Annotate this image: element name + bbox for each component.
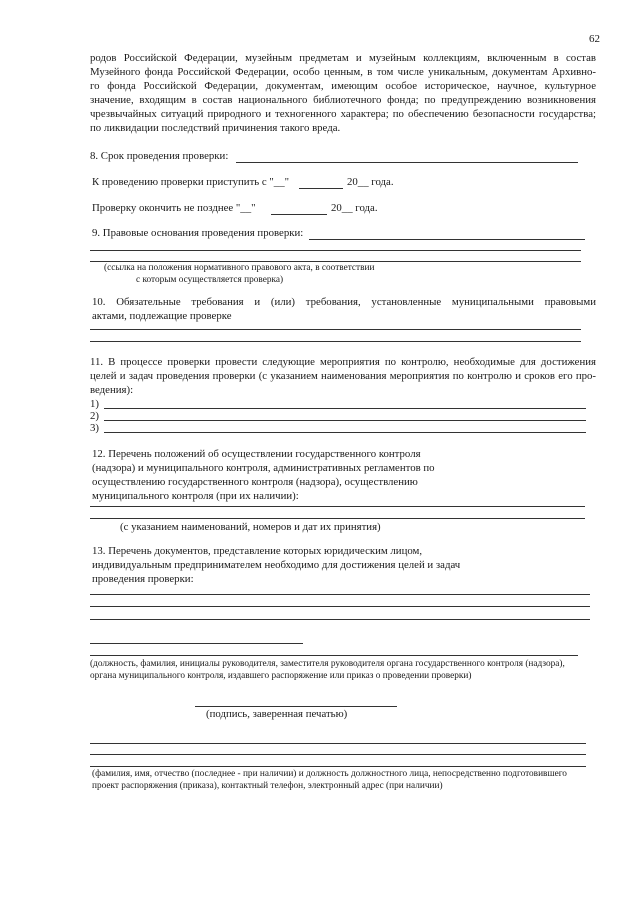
signature-note: (подпись, заверенная печатью) [206, 708, 348, 720]
item11-entry-number: 1) [90, 398, 99, 410]
item12-field[interactable] [90, 518, 585, 519]
item11-entry-number: 2) [90, 410, 99, 422]
official-note: проект распоряжения (приказа), контактный телефон, электронный адрес (при наличии) [92, 781, 443, 791]
item11-entry-field[interactable] [104, 432, 586, 433]
item9-field[interactable] [309, 239, 585, 240]
item9-label: 9. Правовые основания проведения проверки: [92, 227, 304, 239]
intro-line: значение, входящим в состав национального библиотечного фонда; по предупреждению возникновения [90, 94, 596, 106]
item11-entry-field[interactable] [104, 420, 586, 421]
item8-end-month-field[interactable] [271, 214, 327, 215]
item11-text: ведения): [90, 384, 134, 396]
intro-line: чрезвычайных ситуаций природного и техногенного характера; по обеспечению безопасности государства; [90, 108, 596, 120]
official-field[interactable] [90, 766, 586, 767]
item12-note: (с указанием наименований, номеров и дат их принятия) [120, 521, 381, 533]
item9-field[interactable] [90, 250, 581, 251]
head-note: (должность, фамилия, инициалы руководителя, заместителя руководителя органа государственного контроля (надзора), [90, 659, 565, 669]
head-position-field[interactable] [90, 643, 303, 644]
head-name-field[interactable] [90, 655, 578, 656]
intro-line: го фонда Российской Федерации, документам, имеющим особое историческое, научное, культурное [90, 80, 596, 92]
official-field[interactable] [90, 743, 586, 744]
item9-field[interactable] [90, 261, 581, 262]
head-note: органа муниципального контроля, издавшего распоряжение или приказ о проведении проверки) [90, 671, 472, 681]
item13-field[interactable] [90, 619, 590, 620]
official-field[interactable] [90, 754, 586, 755]
item10-text: актами, подлежащие проверке [92, 310, 232, 322]
official-note: (фамилия, имя, отчество (последнее - при наличии) и должность должностного лица, непосредственно подготовившего [92, 769, 567, 779]
page-number: 62 [589, 33, 600, 45]
item9-note: (ссылка на положения нормативного правового акта, в соответствии [104, 263, 375, 273]
item13-text: проведения проверки: [92, 573, 194, 585]
intro-line: родов Российской Федерации, музейным предметам и музейным коллекциям, включенным в состав [90, 52, 596, 64]
item8-start-label: К проведению проверки приступить с "__" [92, 176, 290, 188]
item8-end-year: 20__ года. [331, 202, 378, 214]
item8-start-month-field[interactable] [299, 188, 343, 189]
item13-field[interactable] [90, 594, 590, 595]
item12-text: (надзора) и муниципального контроля, административных регламентов по [92, 462, 435, 474]
item11-text: целей и задач проведения проверки (с указанием наименования мероприятия по контролю и сроков его про- [90, 370, 596, 382]
signature-field[interactable] [195, 706, 397, 707]
item13-field[interactable] [90, 606, 590, 607]
item11-entry-number: 3) [90, 422, 99, 434]
item12-text: осуществлению государственного контроля (надзора), осуществлению [92, 476, 418, 488]
item9-note: с которым осуществляется проверка) [136, 275, 284, 285]
item13-text: индивидуальным предпринимателем необходимо для достижения целей и задач [92, 559, 461, 571]
item8-term-field[interactable] [236, 162, 578, 163]
intro-line: Музейного фонда Российской Федерации, особо ценным, в том числе уникальным, документам Архивно- [90, 66, 596, 78]
item8-end-label: Проверку окончить не позднее "__" [92, 202, 256, 214]
item13-text: 13. Перечень документов, представление которых юридическим лицом, [92, 545, 423, 557]
item11-entry-field[interactable] [104, 408, 586, 409]
item12-text: 12. Перечень положений об осуществлении государственного контроля [92, 448, 421, 460]
item10-field[interactable] [90, 341, 581, 342]
item12-field[interactable] [90, 506, 585, 507]
item10-field[interactable] [90, 329, 581, 330]
item12-text: муниципального контроля (при их наличии): [92, 490, 299, 502]
item8-label: 8. Срок проведения проверки: [90, 150, 229, 162]
item8-start-year: 20__ года. [347, 176, 394, 188]
item10-text: 10. Обязательные требования и (или) требования, установленные муниципальными правовыми [92, 296, 596, 308]
intro-line: по ликвидации последствий причинения такого вреда. [90, 122, 341, 134]
item11-text: 11. В процессе проверки провести следующие мероприятия по контролю, необходимые для достижения [90, 356, 596, 368]
